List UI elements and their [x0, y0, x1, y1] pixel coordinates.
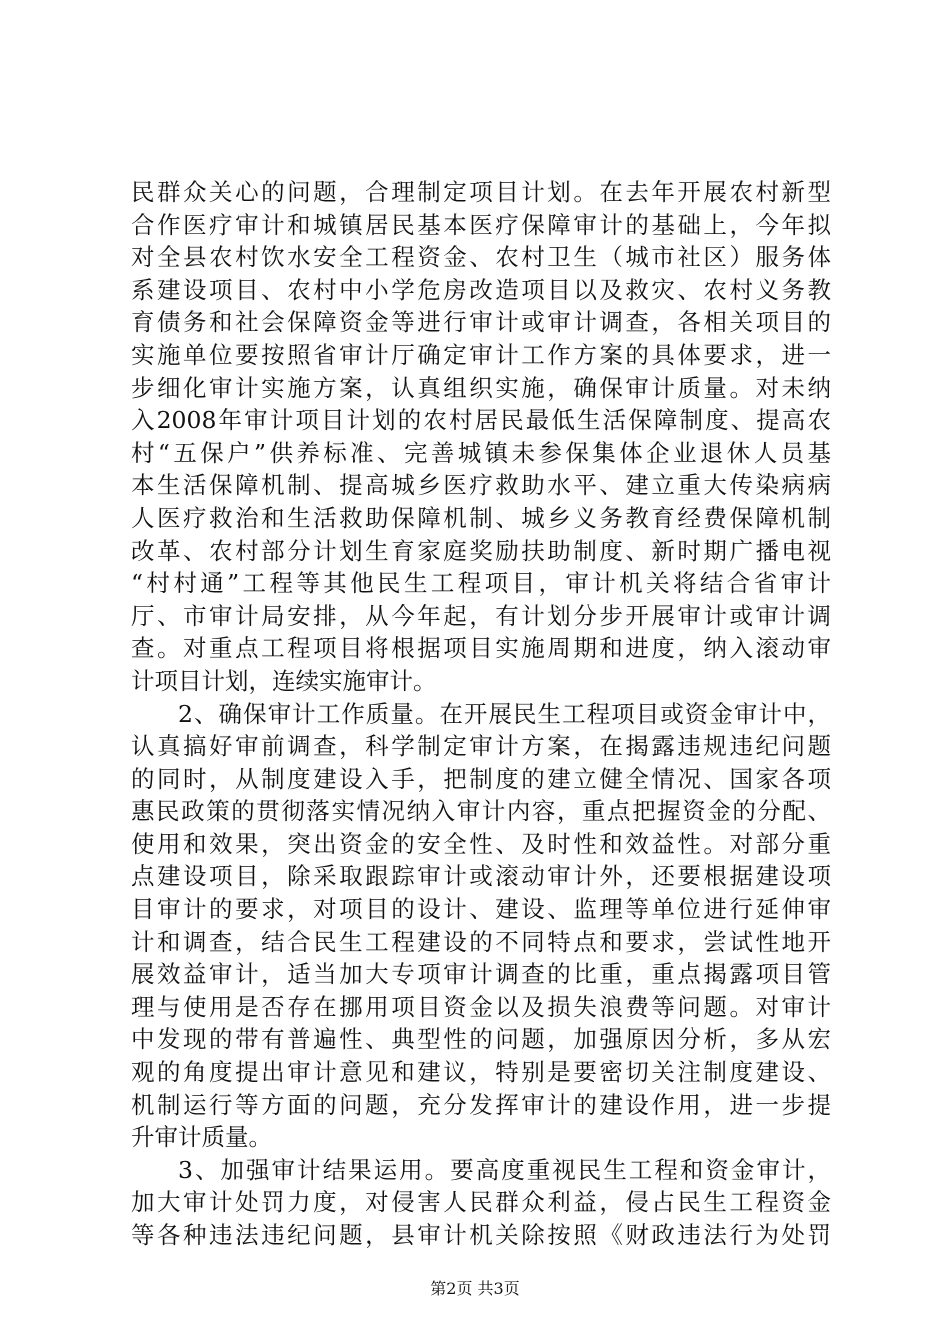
text-line: 改革、农村部分计划生育家庭奖励扶助制度、新时期广播电视	[131, 536, 831, 565]
text-line: 查。对重点工程项目将根据项目实施周期和进度，纳入滚动审	[131, 634, 831, 663]
text-line: 加大审计处罚力度，对侵害人民群众利益，侵占民生工程资金	[131, 1188, 831, 1217]
text-line: 目审计的要求，对项目的设计、建设、监理等单位进行延伸审	[131, 895, 831, 924]
text-line: “村村通”工程等其他民生工程项目，审计机关将结合省审计	[131, 569, 831, 598]
text-line: 使用和效果，突出资金的安全性、及时性和效益性。对部分重	[131, 829, 831, 858]
text-line: 民群众关心的问题，合理制定项目计划。在去年开展农村新型	[131, 178, 831, 206]
text-line: 理与使用是否存在挪用项目资金以及损失浪费等问题。对审计	[131, 992, 831, 1021]
text-line: 惠民政策的贯彻落实情况纳入审计内容，重点把握资金的分配、	[131, 797, 831, 826]
text-line: 育债务和社会保障资金等进行审计或审计调查，各相关项目的	[131, 308, 831, 337]
text-line: 点建设项目，除采取跟踪审计或滚动审计外，还要根据建设项	[131, 862, 831, 891]
text-line: 厅、市审计局安排，从今年起，有计划分步开展审计或审计调	[131, 601, 831, 630]
text-line: 计项目计划，连续实施审计。	[131, 666, 437, 695]
text-line: 观的角度提出审计意见和建议，特别是要密切关注制度建设、	[131, 1058, 831, 1087]
text-line: 系建设项目、农村中小学危房改造项目以及救灾、农村义务教	[131, 275, 831, 304]
paragraph-start: 3、加强审计结果运用。要高度重视民生工程和资金审计，	[178, 1155, 831, 1184]
text-line: 等各种违法违纪问题，县审计机关除按照《财政违法行为处罚	[131, 1221, 831, 1249]
text-line: 升审计质量。	[131, 1123, 272, 1152]
body-text	[131, 176, 831, 1252]
text-line: 中发现的带有普遍性、典型性的问题，加强原因分析，多从宏	[131, 1025, 831, 1054]
text-line: 机制运行等方面的问题，充分发挥审计的建设作用，进一步提	[131, 1090, 831, 1119]
text-line: 展效益审计，适当加大专项审计调查的比重，重点揭露项目管	[131, 960, 831, 989]
text-line: 对全县农村饮水安全工程资金、农村卫生（城市社区）服务体	[131, 243, 831, 272]
text-line: 的同时，从制度建设入手，把制度的建立健全情况、国家各项	[131, 764, 831, 793]
paragraph-start: 2、确保审计工作质量。在开展民生工程项目或资金审计中，	[178, 699, 831, 728]
text-line: 入2008年审计项目计划的农村居民最低生活保障制度、提高农	[131, 406, 831, 435]
text-line: 计和调查，结合民生工程建设的不同特点和要求，尝试性地开	[131, 927, 831, 956]
text-line: 人医疗救治和生活救助保障机制、城乡义务教育经费保障机制	[131, 503, 831, 532]
text-line: 村“五保户”供养标准、完善城镇未参保集体企业退休人员基	[131, 438, 831, 467]
text-line: 认真搞好审前调查，科学制定审计方案，在揭露违规违纪问题	[131, 732, 831, 761]
text-line: 合作医疗审计和城镇居民基本医疗保障审计的基础上，今年拟	[131, 210, 831, 239]
text-line: 实施单位要按照省审计厅确定审计工作方案的具体要求，进一	[131, 340, 831, 369]
page-footer: 第2页 共3页	[430, 1279, 520, 1298]
text-line: 步细化审计实施方案，认真组织实施，确保审计质量。对未纳	[131, 373, 831, 402]
text-line: 本生活保障机制、提高城乡医疗救助水平、建立重大传染病病	[131, 471, 831, 500]
